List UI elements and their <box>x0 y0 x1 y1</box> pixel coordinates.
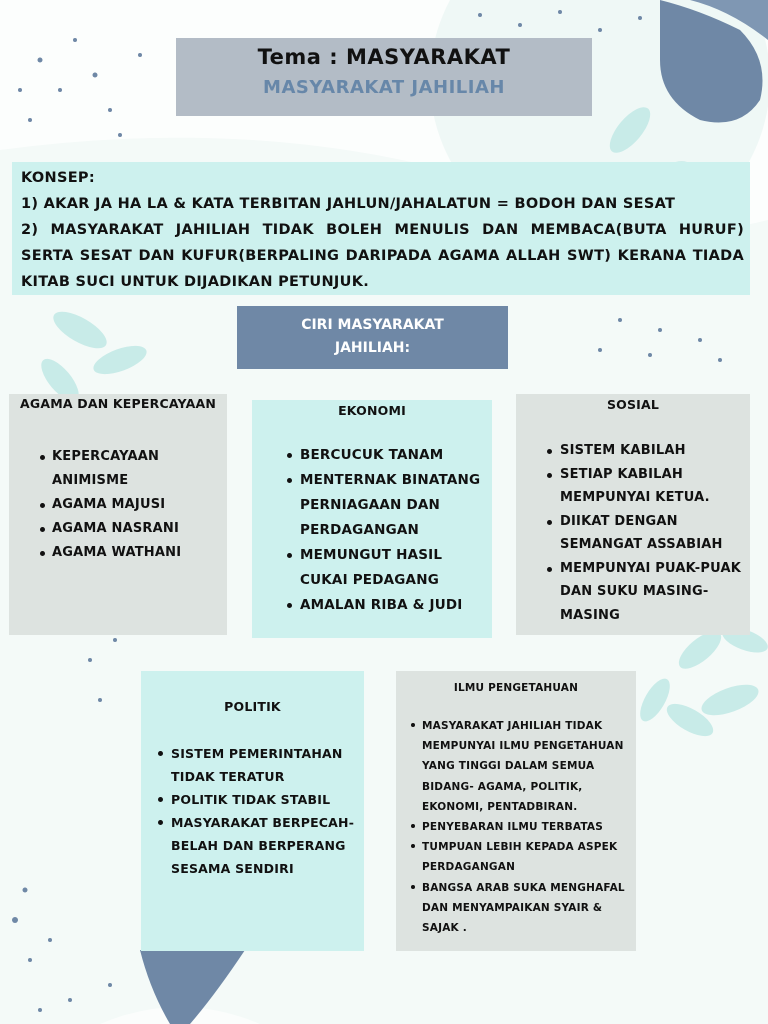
list-item: SISTEM PEMERINTAHAN TIDAK TERATUR <box>171 742 364 788</box>
page-title: Tema : MASYARAKAT <box>257 45 511 69</box>
list-item: SETIAP KABILAH MEMPUNYAI KETUA. <box>560 463 750 510</box>
card-sosial <box>516 394 750 635</box>
card-title: ILMU PENGETAHUAN <box>453 682 579 694</box>
list-item: KEPERCAYAAN ANIMISME <box>52 445 227 493</box>
list-item: TUMPUAN LEBIH KEPADA ASPEK PERDAGANGAN <box>422 837 636 877</box>
page-subtitle: MASYARAKAT JAHILIAH <box>263 77 505 98</box>
list-item: MEMPUNYAI PUAK-PUAK DAN SUKU MASING-MASING <box>560 557 750 628</box>
card-list <box>560 439 750 627</box>
card-list <box>52 445 227 565</box>
konsep-box <box>12 162 750 295</box>
card-politik <box>141 671 364 951</box>
card-list <box>422 716 636 938</box>
list-item: POLITIK TIDAK STABIL <box>171 788 364 811</box>
card-list <box>300 443 492 618</box>
konsep-point-2: 2) MASYARAKAT JAHILIAH TIDAK BOLEH MENULIS DAN MEMBACA(BUTA HURUF) SERTA SESAT DAN KUFUR(BERPALING DARIPADA AGAMA ALLAH SWT) KERANA TIADA KITAB SUCI UNTUK DIJADIKAN PETUNJUK. <box>21 222 744 290</box>
konsep-point-1: 1) AKAR JA HA LA & KATA TERBITAN JAHLUN/JAHALATUN = BODOH DAN SESAT <box>21 196 676 212</box>
card-title: POLITIK <box>224 699 281 714</box>
list-item: SISTEM KABILAH <box>560 439 750 463</box>
list-item: AGAMA MAJUSI <box>52 493 227 517</box>
list-item: MASYARAKAT BERPECAH-BELAH DAN BERPERANG SESAMA SENDIRI <box>171 811 364 880</box>
list-item: AGAMA NASRANI <box>52 517 227 541</box>
card-title: EKONOMI <box>338 403 406 418</box>
konsep-heading: KONSEP: <box>21 170 95 186</box>
list-item: BERCUCUK TANAM <box>300 443 492 468</box>
card-list <box>171 742 364 880</box>
list-item: MENTERNAK BINATANG PERNIAGAAN DAN PERDAGANGAN <box>300 468 492 543</box>
list-item: PENYEBARAN ILMU TERBATAS <box>422 817 636 837</box>
ciri-heading-line-2: JAHILIAH: <box>334 340 411 356</box>
title-box <box>176 38 592 116</box>
card-title: AGAMA DAN KEPERCAYAAN <box>19 396 216 411</box>
card-ilmu-pengetahuan <box>396 671 636 951</box>
list-item: AMALAN RIBA & JUDI <box>300 593 492 618</box>
card-title: SOSIAL <box>606 397 660 412</box>
list-item: BANGSA ARAB SUKA MENGHAFAL DAN MENYAMPAIKAN SYAIR & SAJAK . <box>422 878 636 939</box>
card-agama <box>9 394 227 635</box>
list-item: MEMUNGUT HASIL CUKAI PEDAGANG <box>300 543 492 593</box>
ciri-heading-line-1: CIRI MASYARAKAT <box>301 317 444 333</box>
card-ekonomi <box>252 400 492 638</box>
ciri-heading-box <box>237 306 508 369</box>
list-item: DIIKAT DENGAN SEMANGAT ASSABIAH <box>560 510 750 557</box>
list-item: MASYARAKAT JAHILIAH TIDAK MEMPUNYAI ILMU PENGETAHUAN YANG TINGGI DALAM SEMUA BIDANG- AGAMA, POLITIK, EKONOMI, PENTADBIRAN. <box>422 716 636 817</box>
list-item: AGAMA WATHANI <box>52 541 227 565</box>
